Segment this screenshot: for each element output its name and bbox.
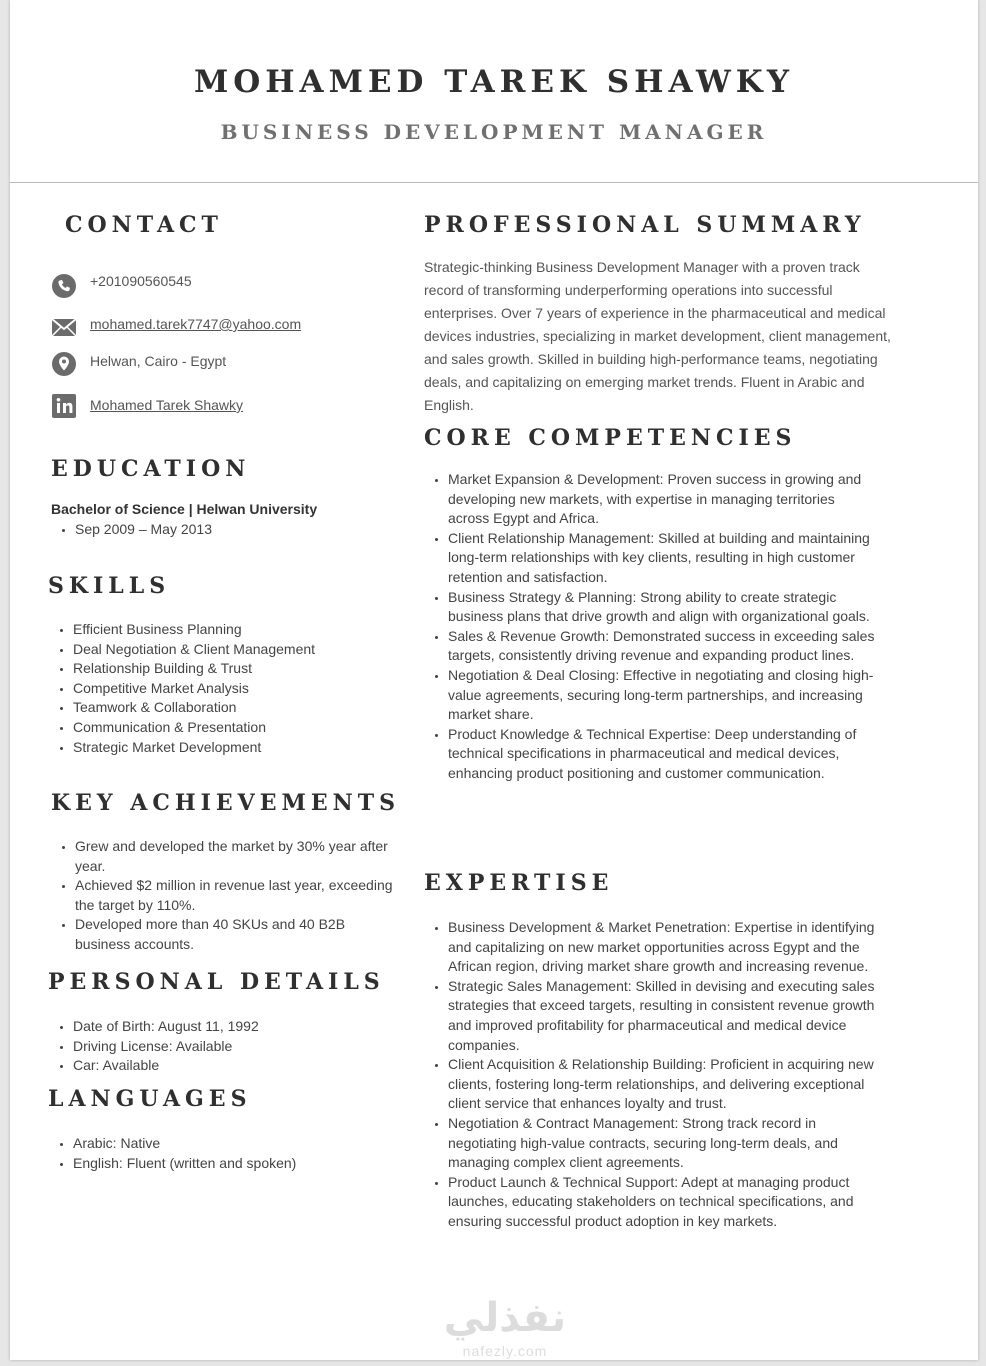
languages-heading: LANGUAGES <box>48 1086 252 1112</box>
mail-icon <box>50 314 78 342</box>
list-item: • Client Acquisition & Relationship Building: Proficient in acquiring new clients, fostering long-term relationships, and delivering exceptional client service that enhances loyalty and trust. <box>448 1055 888 1114</box>
skills-list <box>49 620 403 757</box>
achievements-list <box>51 837 395 955</box>
education-degree: Bachelor of Science | Helwan University <box>51 501 318 517</box>
summary-text: Strategic-thinking Business Development Manager with a proven track record of transforming underperforming operations into successful enterprises. Over 7 years of experience in the pharmaceutical and medical devices industries, specializing in market development, client management, and sales growth. Skilled in building high-performance teams, negotiating deals, and capitalizing on emerging market trends. Fluent in Arabic and English. <box>424 259 891 413</box>
location-pin-icon <box>50 350 78 378</box>
list-item: • Product Launch & Technical Support: Adept at managing product launches, educating stakeholders on technical specifications, and ensuring successful product adoption in key markets. <box>448 1173 888 1232</box>
list-item: • Sales & Revenue Growth: Demonstrated success in exceeding sales targets, consistently driving revenue and expanding product lines. <box>448 627 878 666</box>
list-item: • Competitive Market Analysis <box>73 679 403 699</box>
list-item: • Negotiation & Contract Management: Strong track record in negotiating high-value contracts, securing long-term deals, and managing complex client agreements. <box>448 1114 888 1173</box>
list-item: • Market Expansion & Development: Proven success in growing and developing new markets, with expertise in managing territories across Egypt and Africa. <box>448 470 878 529</box>
watermark-logo <box>430 1295 580 1360</box>
candidate-name: MOHAMED TAREK SHAWKY <box>193 64 795 100</box>
list-item: • Deal Negotiation & Client Management <box>73 640 403 660</box>
competencies-heading: CORE COMPETENCIES <box>424 425 797 451</box>
list-item: • English: Fluent (written and spoken) <box>73 1154 403 1174</box>
linkedin-link[interactable]: Mohamed Tarek Shawky <box>90 397 244 413</box>
resume-page <box>10 0 978 1360</box>
expertise-list <box>424 918 888 1232</box>
education-heading: EDUCATION <box>51 456 251 482</box>
list-item: • Date of Birth: August 11, 1992 <box>73 1017 403 1037</box>
list-item: • Developed more than 40 SKUs and 40 B2B business accounts. <box>75 915 395 954</box>
summary-heading: PROFESSIONAL SUMMARY <box>424 212 866 238</box>
personal-details-list <box>49 1017 403 1076</box>
competencies-list <box>424 470 878 784</box>
personal-details-heading: PERSONAL DETAILS <box>48 969 385 995</box>
achievements-heading: KEY ACHIEVEMENTS <box>51 790 401 816</box>
list-item: • Client Relationship Management: Skilled at building and maintaining long-term relationships with key clients, resulting in high customer retention and satisfaction. <box>448 529 878 588</box>
phone-number: +201090560545 <box>90 273 192 289</box>
linkedin-icon <box>50 392 78 420</box>
location-text: Helwan, Cairo - Egypt <box>90 353 227 369</box>
list-item: • Driving License: Available <box>73 1037 403 1057</box>
list-item: • Strategic Sales Management: Skilled in devising and executing sales strategies that exceed targets, resulting in consistent revenue growth and improved profitability for pharmaceutical and medical device companies. <box>448 977 888 1055</box>
job-title: BUSINESS DEVELOPMENT MANAGER <box>220 120 768 144</box>
list-item: • Car: Available <box>73 1056 403 1076</box>
list-item: • Product Knowledge & Technical Expertise: Deep understanding of technical specifications in pharmaceutical and medical devices, enhancing product positioning and customer communication. <box>448 725 878 784</box>
list-item: • Teamwork & Collaboration <box>73 698 403 718</box>
contact-phone <box>50 272 390 302</box>
list-item: • Communication & Presentation <box>73 718 403 738</box>
list-item: • Relationship Building & Trust <box>73 659 403 679</box>
email-link[interactable]: mohamed.tarek7747@yahoo.com <box>90 316 302 332</box>
contact-heading: CONTACT <box>65 212 223 238</box>
list-item: • Efficient Business Planning <box>73 620 403 640</box>
phone-icon <box>50 272 78 300</box>
list-item: • Strategic Market Development <box>73 738 403 758</box>
list-item: • Achieved $2 million in revenue last year, exceeding the target by 110%. <box>75 876 395 915</box>
expertise-heading: EXPERTISE <box>424 870 614 896</box>
list-item: • Arabic: Native <box>73 1134 403 1154</box>
education-dates: • Sep 2009 – May 2013 <box>75 520 405 540</box>
list-item: • Negotiation & Deal Closing: Effective in negotiating and closing high-value agreements, securing long-term partnerships, and increasing market share. <box>448 666 878 725</box>
list-item: • Business Development & Market Penetration: Expertise in identifying and capitalizing on new market opportunities across Egypt and the African region, driving market share growth and increasing revenue. <box>448 918 888 977</box>
watermark-latin: nafezly.com <box>462 1343 548 1359</box>
languages-list <box>49 1134 403 1173</box>
contact-linkedin <box>50 392 390 422</box>
contact-location <box>50 350 390 380</box>
list-item: • Grew and developed the market by 30% year after year. <box>75 837 395 876</box>
resume-header <box>10 0 978 183</box>
contact-email <box>50 314 390 344</box>
watermark-arabic: نفذلي <box>443 1295 567 1341</box>
list-item: • Business Strategy & Planning: Strong ability to create strategic business plans that drive growth and align with organizational goals. <box>448 588 878 627</box>
education-list <box>51 520 405 540</box>
skills-heading: SKILLS <box>48 573 171 599</box>
